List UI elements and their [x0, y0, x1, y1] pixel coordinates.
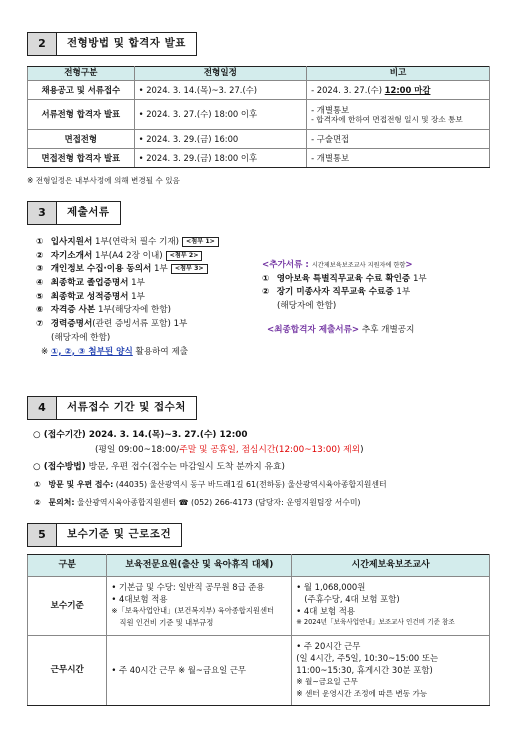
documents-list	[36, 237, 219, 360]
visit-label: 방문 및 우편 접수:	[48, 480, 114, 489]
pay-col2	[292, 577, 490, 636]
cell-line: ※ 센터 운영시간 조정에 따른 변동 가능	[296, 688, 428, 698]
note-text: - 개별통보	[311, 104, 350, 115]
cell-line: • 4대 보험 적용	[296, 606, 355, 616]
item-name: 자격증 사본	[50, 305, 96, 316]
table-row	[28, 149, 490, 168]
item-detail: 1부	[393, 287, 411, 298]
column-header: 전형일정	[134, 67, 306, 81]
final-docs-line	[262, 325, 427, 339]
section-5-header	[27, 523, 182, 547]
hours-col2	[292, 636, 490, 706]
list-item	[262, 274, 427, 288]
method-text: 방문, 우편 접수(접수는 마감일시 도착 분까지 유효)	[85, 462, 285, 472]
column-header: 비고	[307, 67, 490, 81]
item-detail: (관련 증빙서류 포함) 1부	[92, 319, 188, 330]
note-prefix: ※	[41, 346, 51, 357]
item-name: 영아보육 특별직무교육 수료 확인증	[276, 273, 411, 284]
hours-col1	[107, 636, 292, 706]
list-item	[36, 292, 219, 306]
item-number: ②	[262, 287, 270, 298]
item-detail: 1부(연락처 필수 기재)	[92, 237, 180, 247]
period-close: )	[360, 445, 364, 455]
list-item	[36, 278, 219, 292]
note-cell: - 구술면접	[307, 130, 490, 149]
section-3-header	[27, 201, 121, 225]
table-header-row	[28, 555, 490, 577]
item-name: 최종학교 졸업증명서	[50, 278, 129, 289]
cell-line: (일 4시간, 주5일, 10:30~15:00 또는	[296, 652, 439, 663]
attachment-tag: <첨부 3>	[171, 264, 208, 274]
column-header: 구분	[28, 555, 107, 577]
table-row	[28, 100, 490, 130]
section-number: 4	[27, 396, 57, 420]
item-name: 자기소개서	[50, 250, 93, 261]
item-number: ③	[36, 264, 44, 275]
period-sub-line	[33, 445, 387, 462]
item-name: 최종학교 성적증명서	[50, 291, 129, 302]
row-label: 보수기준	[28, 577, 107, 636]
item-name: 장기 미종사자 직무교육 수료증	[276, 287, 394, 298]
item-detail: 1부	[410, 273, 427, 284]
item-number: ⑦	[36, 319, 44, 330]
row-label: 근무시간	[28, 636, 107, 706]
conditions-table	[27, 554, 490, 706]
final-docs-title: <최종합격자 제출서류>	[267, 324, 360, 335]
list-item	[36, 264, 219, 278]
stage-cell: 면접전형	[28, 130, 135, 149]
item-detail: 1부	[128, 278, 145, 289]
visit-line	[33, 480, 387, 498]
list-item	[262, 287, 427, 301]
cell-line: • 월 1,068,000원	[296, 582, 366, 592]
cell-line: • 4대보험 적용	[111, 594, 168, 604]
application-info	[33, 430, 387, 516]
stage-cell: 서류전형 합격자 발표	[28, 100, 135, 130]
cell-line: ※ 2024년「보육사업안내」보조교사 인건비 기준 참조	[296, 618, 455, 626]
inquiry-line	[33, 498, 387, 516]
column-header: 보육전문요원(출산 및 육아휴직 대체)	[107, 555, 292, 577]
item-name: 경력증명서	[50, 319, 93, 330]
item-detail: 1부(A4 2장 이내)	[92, 250, 163, 261]
section-title: 서류접수 기간 및 접수처	[57, 396, 197, 420]
item-detail: 1부	[128, 291, 145, 302]
method-label: ○ (접수방법)	[33, 462, 86, 472]
section-title: 제출서류	[57, 201, 121, 225]
item-number: ②	[34, 498, 41, 507]
deadline-text: 12:00 마감	[384, 84, 431, 95]
attachment-note	[36, 347, 219, 361]
item-detail: 1부(해당자에 한함)	[95, 305, 171, 316]
inquiry-label: 문의처:	[48, 498, 75, 507]
item-sub-note: (해당자에 한함)	[277, 301, 337, 312]
stage-cell: 채용공고 및 서류접수	[28, 81, 135, 100]
cell-line: 11:00~15:30, 휴게시간 30분 포함)	[296, 664, 433, 675]
schedule-footnote: ※ 전형일정은 내부사정에 의해 변경될 수 있음	[27, 176, 180, 185]
attachment-tag: <첨부 1>	[182, 237, 219, 247]
cell-line: ※「보육사업안내」(보건복지부) 육아종합지원센터	[111, 606, 275, 615]
pay-col1	[107, 577, 292, 636]
list-item	[36, 251, 219, 265]
note-suffix: 활용하여 제출	[132, 346, 189, 357]
final-docs-detail: 추후 개별공지	[359, 324, 415, 335]
date-cell: • 2024. 3. 29.(금) 16:00	[134, 130, 306, 149]
cell-line: • 기본급 및 수당: 일반직 공무원 8급 준용	[111, 582, 265, 592]
list-item	[36, 319, 219, 333]
extra-title-note: 시간제보육보조교사 지원자에 한함	[311, 262, 406, 269]
item-number: ①	[34, 480, 41, 489]
list-item	[36, 237, 219, 251]
table-row	[28, 636, 490, 706]
inquiry-contact: 울산광역시육아종합지원센터 ☎ (052) 266-4173 (담당자: 운영지원팀장 서수미)	[74, 498, 361, 507]
date-cell: • 2024. 3. 27.(수) 18:00 이후	[134, 100, 306, 130]
section-4-header	[27, 396, 197, 420]
item-number: ②	[36, 250, 44, 261]
cell-line: • 주 20시간 근무	[296, 640, 361, 651]
section-title: 전형방법 및 합격자 발표	[57, 32, 197, 56]
table-row	[28, 130, 490, 149]
extra-documents	[262, 260, 427, 338]
cell-line: (주휴수당, 4대 보험 포함)	[304, 594, 400, 604]
method-line	[33, 462, 387, 480]
list-item	[36, 305, 219, 319]
item-number: ⑥	[36, 305, 44, 316]
attachment-tag: <첨부 2>	[166, 251, 203, 261]
section-title: 보수기준 및 근로조건	[57, 523, 182, 547]
cell-line: 직원 인건비 기준 및 내부규정	[119, 618, 214, 627]
table-row	[28, 81, 490, 100]
note-cell	[307, 100, 490, 130]
item-detail: 1부	[151, 264, 168, 275]
date-cell: • 2024. 3. 14.(목)~3. 27.(수)	[134, 81, 306, 100]
column-header: 전형구분	[28, 67, 135, 81]
schedule-table	[27, 66, 490, 168]
extra-docs-title	[262, 260, 427, 274]
note-text: - 2024. 3. 27.(수)	[311, 84, 385, 95]
date-cell: • 2024. 3. 29.(금) 18:00 이후	[134, 149, 306, 168]
cell-line: • 주 40시간 근무 ※ 월~금요일 근무	[111, 664, 247, 675]
item-number: ④	[36, 278, 44, 289]
section-number: 2	[27, 32, 57, 56]
item-number: ①	[36, 237, 44, 247]
stage-cell: 면접전형 합격자 발표	[28, 149, 135, 168]
table-row	[28, 577, 490, 636]
period-line: ○ (접수기간) 2024. 3. 14.(목)~3. 27.(수) 12:00	[33, 430, 248, 440]
item-name: 개인정보 수집·이용 동의서	[50, 264, 152, 275]
note-cell	[307, 81, 490, 100]
cell-line: ※ 월~금요일 근무	[296, 676, 358, 686]
note-text: - 합격자에 한하여 면접전형 일시 및 장소 통보	[311, 115, 463, 124]
item-number: ①	[262, 273, 270, 284]
item-number: ⑤	[36, 291, 44, 302]
section-number: 5	[27, 523, 57, 547]
period-weekday: (평일 09:00~18:00/	[95, 445, 180, 455]
section-2-header	[27, 32, 197, 56]
attachment-form-link[interactable]: ①, ②, ③ 첨부된 양식	[50, 346, 133, 357]
column-header: 시간제보육보조교사	[292, 555, 490, 577]
extra-title-end: >	[405, 260, 413, 270]
extra-title: <추가서류 :	[262, 260, 312, 270]
item-name: 입사지원서	[50, 237, 93, 247]
item-sub-note: (해당자에 한함)	[51, 332, 111, 343]
visit-address: (44035) 울산광역시 동구 바드래1길 61(전하동) 울산광역시육아종합지원센터	[113, 480, 387, 489]
period-exclusion: 주말 및 공휴일, 점심시간(12:00~13:00) 제외	[179, 445, 361, 455]
section-number: 3	[27, 201, 57, 225]
table-header-row	[28, 67, 490, 81]
note-cell: - 개별통보	[307, 149, 490, 168]
